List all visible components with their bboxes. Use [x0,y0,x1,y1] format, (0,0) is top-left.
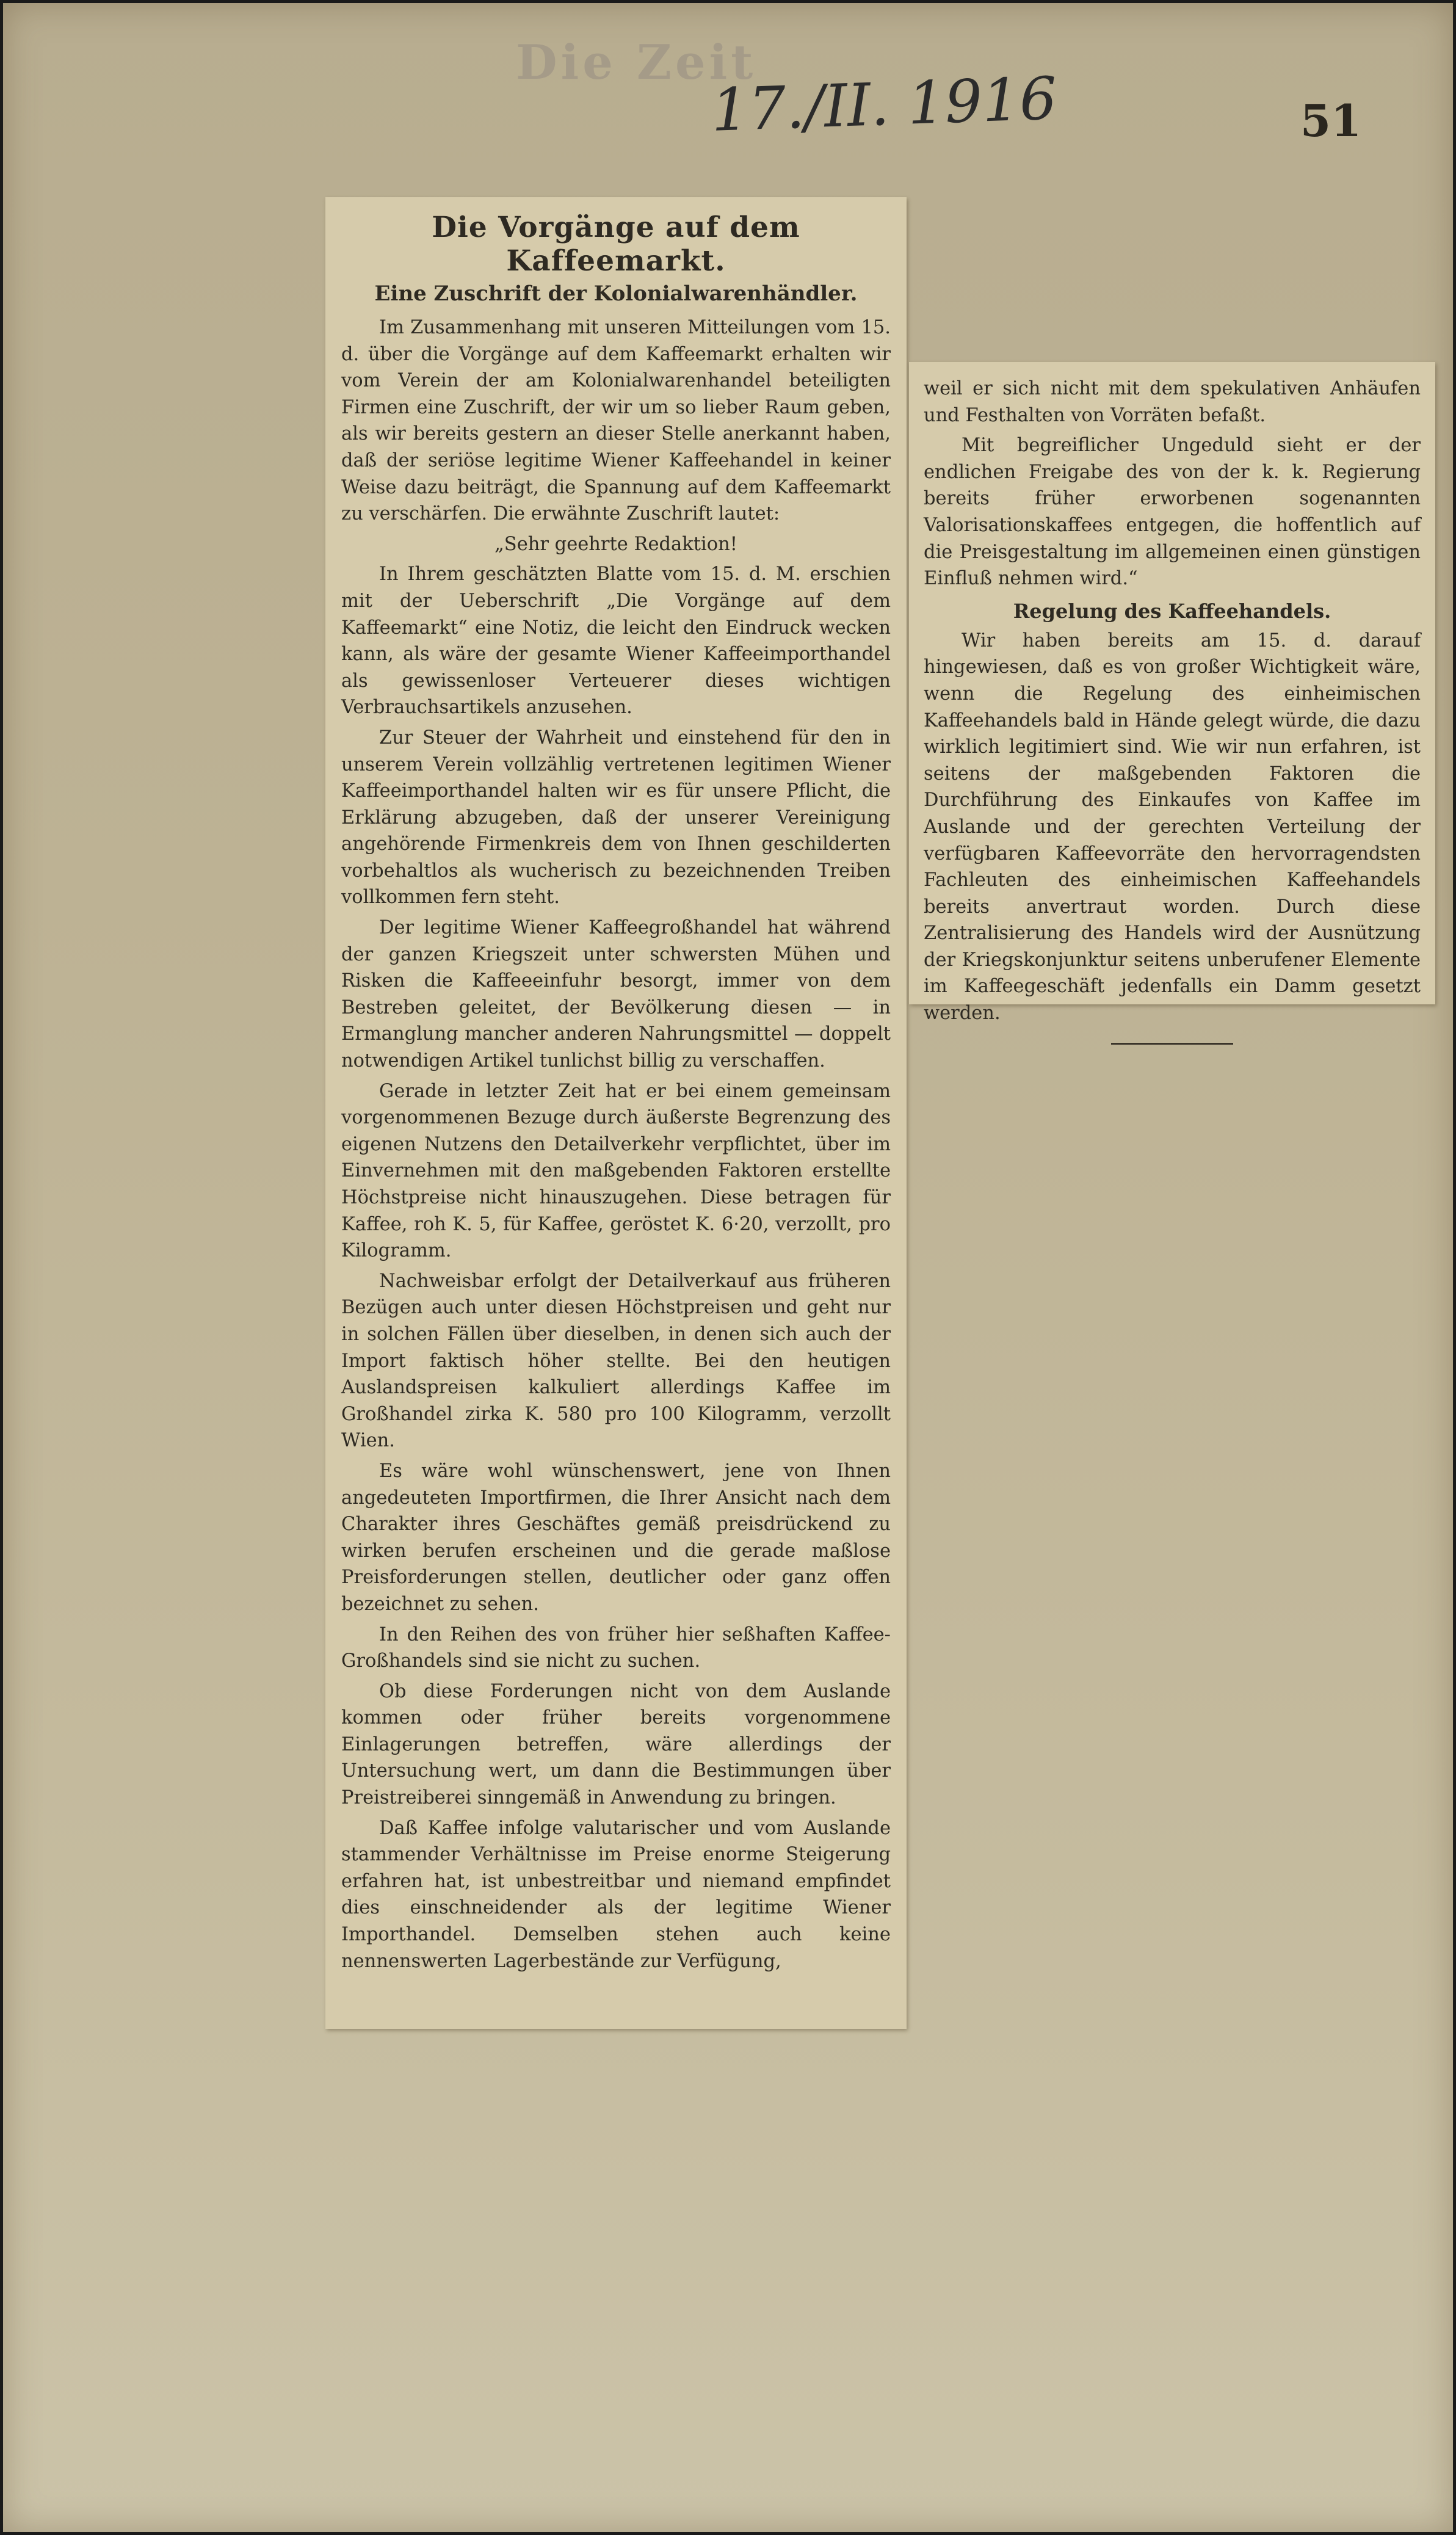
article-paragraph: Mit begreiflicher Ungeduld sieht er der endlichen Freigabe des von der k. k. Regierung bereits früher erworbenen sogenannten Valorisationskaffees entgegen, die hoffentlich auf die Preisgestaltung im allgemeinen einen günstigen Einfluß nehmen wird.“ [924,435,1421,590]
archive-sheet [3,3,1453,2532]
article-paragraph: Der legitime Wiener Kaffeegroßhandel hat während der ganzen Kriegszeit unter schwersten Mühen und Risken die Kaffeeeinfuhr besorgt, immer von dem Bestreben geleitet, der Bevölkerung diesen — in Ermanglung mancher anderen Nahrungsmittel — doppelt notwendigen Artikel tunlichst billig zu verschaffen. [341,917,891,1072]
article-paragraph: Es wäre wohl wünschenswert, jene von Ihnen angedeuteten Importfirmen, die Ihrer Ansicht nach dem Charakter ihres Geschäftes gemäß preisdrückend zu wirken berufen erscheinen und die gerade maßlose Preisforderungen stellen, deutlicher oder ganz offen bezeichnet zu sehen. [341,1460,891,1615]
archive-stamp: Die Zeit [516,35,757,90]
article-paragraph: Ob diese Forderungen nicht von dem Auslande kommen oder früher bereits vorgenommene Einlagerungen betreffen, wäre allerdings der Untersuchung wert, um dann die Bestimmungen über Preistreiberei sinngemäß in Anwendung zu bringen. [341,1680,891,1809]
article-paragraph: In den Reihen des von früher hier seßhaften Kaffee-Großhandels sind sie nicht zu suchen. [341,1623,891,1672]
article-paragraph: Im Zusammenhang mit unseren Mitteilungen vom 15. d. über die Vorgänge auf dem Kaffeemarkt erhalten wir vom Verein der am Kolonialwarenhandel beteiligten Firmen eine Zuschrift, der wir um so lieber Raum geben, als wir bereits gestern an dieser Stelle anerkannt haben, daß der seriöse legitime Wiener Kaffeehandel in keiner Weise dazu beiträgt, die Spannung auf dem Kaffeemarkt zu verschärfen. Die erwähnte Zuschrift lautet: [341,317,891,525]
clipping-left-column [325,197,907,2029]
article-paragraph: weil er sich nicht mit dem spekulativen Anhäufen und Festhalten von Vorräten befaßt. [924,378,1421,426]
page-number: 51 [1300,95,1362,147]
clipping-right-column [909,362,1435,1025]
end-rule [1111,1043,1233,1045]
article-paragraph: Gerade in letzter Zeit hat er bei einem gemeinsam vorgenommenen Bezuge durch äußerste Begrenzung des eigenen Nutzens den Detailverkehr verpflichtet, über im Einvernehmen mit den maßgebenden Faktoren erstellte Höchstpreise nicht hinauszugehen. Diese betragen für Kaffee, roh K. 5, für Kaffee, geröstet K. 6·20, verzollt, pro Kilogramm. [341,1080,891,1262]
article-paragraph: Daß Kaffee infolge valutarischer und vom Auslande stammender Verhältnisse im Preise enorme Steigerung erfahren hat, ist unbestreitbar und niemand empfindet dies einschneidender als der legitime Wiener Importhandel. Demselben stehen auch keine nennenswerten Lagerbestände zur Verfügung, [341,1817,891,1972]
article-paragraph: Zur Steuer der Wahrheit und einstehend für den in unserem Verein vollzählig vertretenen legitimen Wiener Kaffeeimporthandel halten wir es für unsere Pflicht, die Erklärung abzugeben, daß der unserer Vereinigung angehörende Firmenkreis dem von Ihnen geschilderten vorbehaltlos als wucherisch zu bezeichnenden Treiben vollkommen fern steht. [341,727,891,908]
article-headline: Die Vorgänge auf dem Kaffeemarkt. [432,211,800,278]
handwritten-date: 17./II. 1916 [710,64,1058,145]
article-paragraph: In Ihrem geschätzten Blatte vom 15. d. M. erschien mit der Ueberschrift „Die Vorgänge auf dem Kaffeemarkt“ eine Notiz, die leicht den Eindruck wecken kann, als wäre der gesamte Wiener Kaffeeimporthandel als gewissenloser Verteuerer dieses wichtigen Verbrauchsartikels anzusehen. [341,564,891,719]
section-heading: Regelung des Kaffeehandels. [1013,599,1331,623]
article-paragraph: Nachweisbar erfolgt der Detailverkauf aus früheren Bezügen auch unter diesen Höchstpreisen und geht nur in solchen Fällen über dieselben, in denen sich auch der Import faktisch höher stellte. Bei den heutigen Auslandspreisen kalkuliert allerdings Kaffee im Großhandel zirka K. 580 pro 100 Kilogramm, verzollt Wien. [341,1270,891,1452]
letter-salutation: „Sehr geehrte Redaktion! [494,533,737,555]
article-subheadline: Eine Zuschrift der Kolonialwarenhändler. [374,281,858,306]
article-paragraph: Wir haben bereits am 15. d. darauf hingewiesen, daß es von großer Wichtigkeit wäre, wenn die Regelung des einheimischen Kaffeehandels bald in Hände gelegt würde, die dazu wirklich legitimiert sind. Wie wir nun erfahren, ist seitens der maßgebenden Faktoren die Durchführung des Einkaufes von Kaffee im Auslande und der gerechten Verteilung der verfügbaren Kaffeevorräte den hervorragendsten Fachleuten des einheimischen Kaffeehandels bereits anvertraut worden. Durch diese Zentralisierung des Handels wird der Ausnützung der Kriegskonjunktur seitens unberufener Elemente im Kaffeegeschäft jedenfalls ein Damm gesetzt werden. [924,629,1421,1025]
